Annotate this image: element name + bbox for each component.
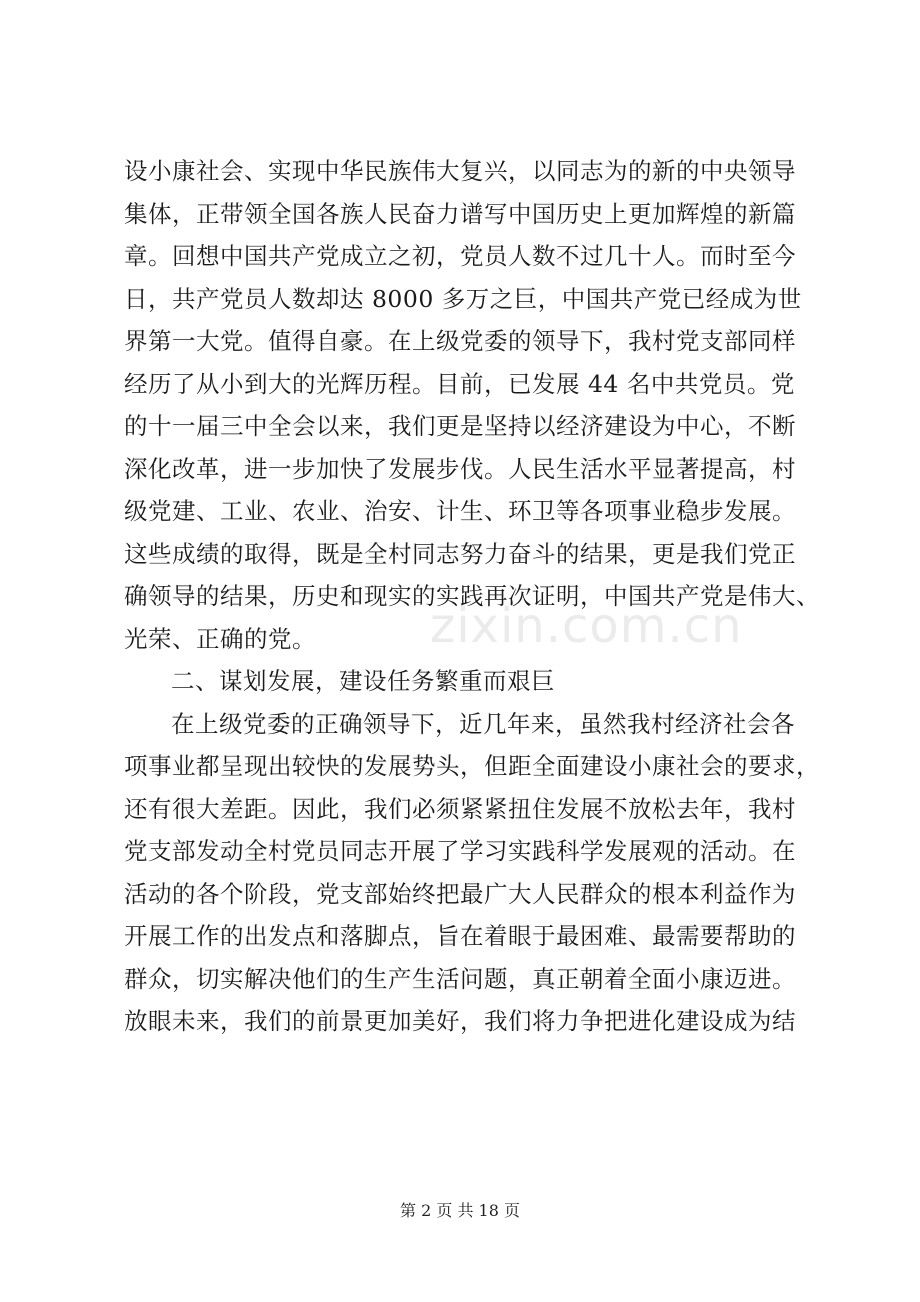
text-line: 群众，切实解决他们的生产生活问题，真正朝着全面小康迈进。 [124, 964, 796, 993]
text-line: 活动的各个阶段，党支部始终把最广大人民群众的根本利益作为 [124, 879, 796, 908]
text-line: 集体，正带领全国各族人民奋力谱写中国历史上更加辉煌的新篇 [124, 199, 796, 228]
text-line: 章。回想中国共产党成立之初，党员人数不过几十人。而时至今 [124, 242, 796, 270]
text-line: 的十一届三中全会以来，我们更是坚持以经济建设为中心，不断 [124, 412, 796, 440]
text-line: 开展工作的出发点和落脚点，旨在着眼于最困难、最需要帮助的 [124, 922, 796, 950]
text-line: 项事业都呈现出较快的发展势头，但距全面建设小康社会的要求， [124, 752, 820, 780]
watermark: zixin.com.cn [430, 598, 743, 654]
text-line: 设小康社会、实现中华民族伟大复兴，以同志为的新的中央领导 [124, 157, 796, 185]
text-line: 界第一大党。值得自豪。在上级党委的领导下，我村党支部同样 [124, 327, 796, 355]
text-line: 这些成绩的取得，既是全村同志努力奋斗的结果，更是我们党正 [124, 539, 796, 568]
text-line: 在上级党委的正确领导下，近几年来，虽然我村经济社会各 [171, 709, 795, 738]
text-line: 深化改革，进一步加快了发展步伐。人民生活水平显著提高，村 [124, 454, 796, 483]
text-line: 还有很大差距。因此，我们必须紧紧扭住发展不放松去年，我村 [124, 794, 796, 823]
text-line: 党支部发动全村党员同志开展了学习实践科学发展观的活动。在 [124, 837, 796, 865]
text-line: 放眼未来，我们的前景更加美好，我们将力争把进化建设成为结 [124, 1007, 796, 1035]
text-line: 日，共产党员人数却达 8000 多万之巨，中国共产党已经成为世 [124, 284, 802, 313]
text-line: 二、谋划发展，建设任务繁重而艰巨 [171, 667, 555, 695]
text-line: 级党建、工业、农业、治安、计生、环卫等各项事业稳步发展。 [124, 497, 796, 525]
document-body [124, 150, 824, 1043]
text-line: 确领导的结果，历史和现实的实践再次证明，中国共产党是伟大、 [124, 582, 820, 610]
text-line: 经历了从小到大的光辉历程。目前，已发展 44 名中共党员。党 [124, 369, 795, 398]
text-line: 光荣、正确的党。 [124, 624, 316, 653]
page-number-footer: 第 2 页 共 18 页 [400, 1201, 520, 1220]
